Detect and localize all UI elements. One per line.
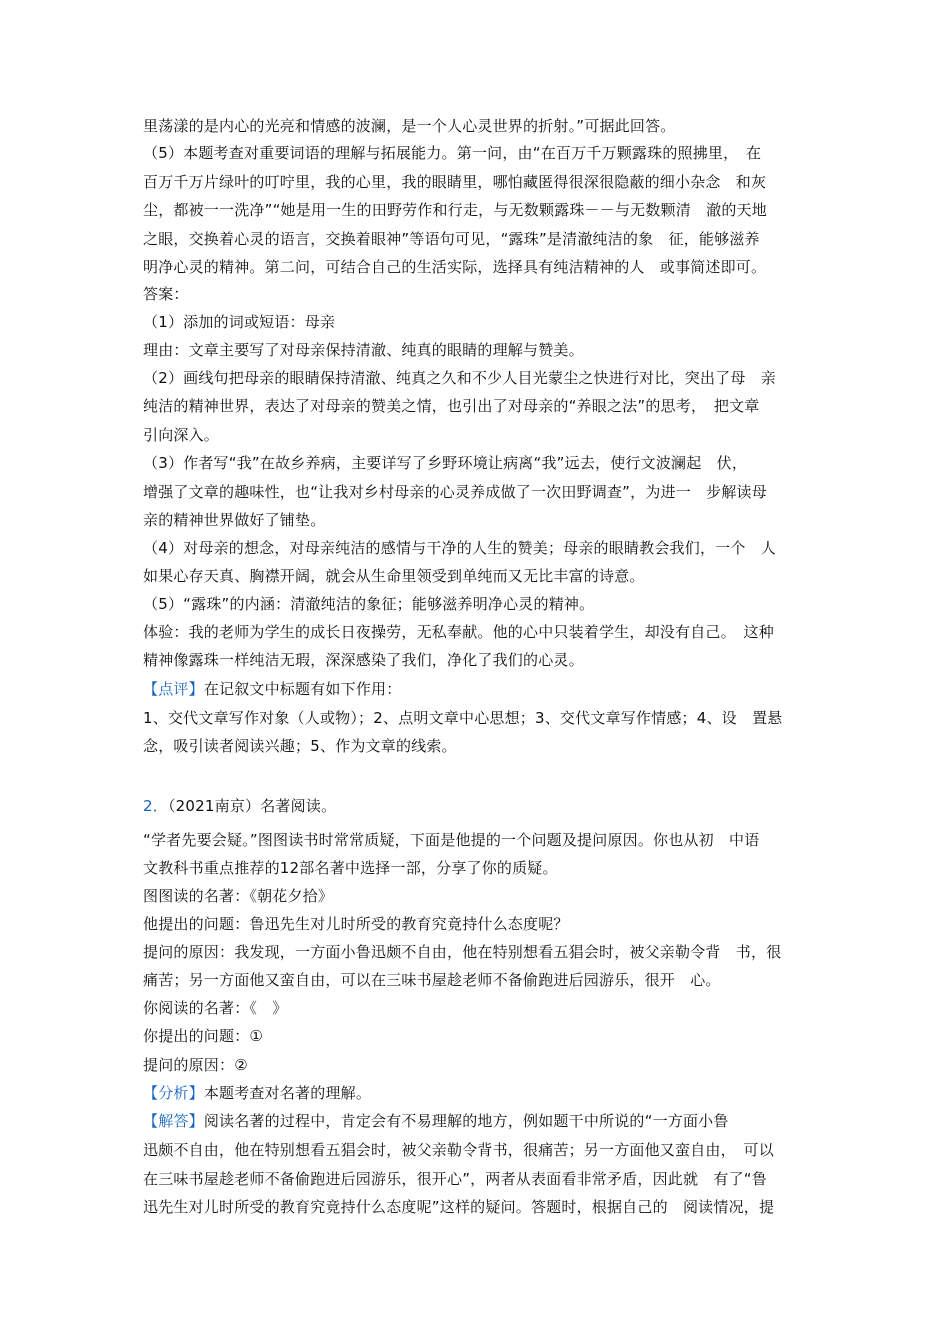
text-line: 如果心存天真、胸襟开阔，就会从生命里领受到单纯而又无比丰富的诗意。 — [143, 567, 645, 585]
answer-text: 阅读名著的过程中，肯定会有不易理解的地方，例如题干中所说的“一方面小鲁 — [203, 1112, 729, 1130]
text-line: 体验：我的老师为学生的成长日夜操劳，无私奉献。他的心中只装着学生，却没有自己。 这种 — [143, 623, 774, 641]
text-line: （4）对母亲的想念，对母亲纯洁的感情与干净的人生的赞美；母亲的眼睛教会我们，一个 人 — [143, 539, 776, 557]
text-line: 他提出的问题：鲁迅先生对儿时所受的教育究竟持什么态度呢？ — [143, 915, 569, 933]
text-line: 引向深入。 — [143, 426, 220, 444]
text-line: （3）作者写“我”在故乡养病，主要详写了乡野环境让病离“我”远去，使行文波澜起 伏， — [143, 454, 748, 472]
text-line: “学者先要会疑。”图图读书时常常质疑，下面是他提的一个问题及提问原因。你也从初 中语 — [143, 831, 760, 849]
text-line: 答案： — [143, 285, 189, 303]
text-line: 纯洁的精神世界，表达了对母亲的赞美之情，也引出了对母亲的“养眼之法”的思考， 把文章 — [143, 397, 760, 415]
text-line: 尘，都被一一洗净”“她是用一生的田野劳作和行走，与无数颗露珠－－与无数颗清 澈的天地 — [143, 201, 767, 219]
text-line: （5）本题考查对重要词语的理解与拓展能力。第一问，由“在百万千万颗露珠的照拂里， 在 — [143, 144, 762, 162]
text-line: （2）画线句把母亲的眼睛保持清澈、纯真之久和不少人目光蒙尘之快进行对比，突出了母 亲 — [143, 369, 776, 387]
question-title: （2021南京）名著阅读。 — [167, 797, 337, 815]
text-line: 迅先生对儿时所受的教育究竟持什么态度呢”这样的疑问。答题时，根据自己的 阅读情况，提 — [143, 1198, 775, 1216]
text-line: 在三味书屋趁老师不备偷跑进后园游乐，很开心”，两者从表面看非常矛盾，因此就 有了“鲁 — [143, 1170, 767, 1188]
text-line: 你提出的问题：① — [143, 1027, 264, 1045]
text-line: 百万千万片绿叶的叮咛里，我的心里，我的眼睛里，哪怕藏匿得很深很隐蔽的细小杂念 和灰 — [143, 173, 767, 191]
text-line: 念，吸引读者阅读兴趣；5、作为文章的线索。 — [143, 737, 457, 755]
text-line: 痛苦；另一方面他又蛮自由，可以在三味书屋趁老师不备偷跑进后园游乐，很开 心。 — [143, 971, 721, 989]
text-line: 迅颇不自由，他在特别想看五猖会时，被父亲勒令背书，很痛苦；另一方面他又蛮自由， 可以 — [143, 1141, 774, 1159]
text-line: 增强了文章的趣味性，也“让我对乡村母亲的心灵养成做了一次田野调查”，为进一 步解读母 — [143, 483, 767, 501]
answer-line — [143, 1111, 729, 1131]
question-number: 2． — [143, 797, 168, 815]
comment-text: 在记叙文中标题有如下作用： — [203, 680, 402, 698]
text-line: （1）添加的词或短语：母亲 — [143, 313, 336, 331]
text-line: 精神像露珠一样纯洁无瑕，深深感染了我们，净化了我们的心灵。 — [143, 651, 584, 669]
text-line: （5）“露珠”的内涵：清澈纯洁的象征；能够滋养明净心灵的精神。 — [143, 595, 595, 613]
answer-tag: 【解答】 — [143, 1112, 204, 1130]
text-line: 1、交代文章写作对象（人或物）；2、点明文章中心思想；3、交代文章写作情感；4、设 置悬 — [143, 709, 783, 727]
text-line: 提问的原因：② — [143, 1056, 248, 1074]
text-line: 理由：文章主要写了对母亲保持清澈、纯真的眼睛的理解与赞美。 — [143, 341, 584, 359]
text-line: 明净心灵的精神。第二问，可结合自己的生活实际，选择具有纯洁精神的人 或事简述即可。 — [143, 258, 767, 276]
question-heading — [143, 796, 336, 816]
comment-line — [143, 679, 401, 699]
analysis-line — [143, 1083, 371, 1103]
text-line: 之眼，交换着心灵的语言，交换着眼神”等语句可见，“露珠”是清澈纯洁的象 征，能够滋养 — [143, 230, 760, 248]
text-line: 提问的原因：我发现，一方面小鲁迅颇不自由，他在特别想看五猖会时，被父亲勒令背 书，很 — [143, 943, 782, 961]
analysis-tag: 【分析】 — [143, 1084, 204, 1102]
analysis-text: 本题考查对名著的理解。 — [203, 1084, 372, 1102]
text-line: 里荡漾的是内心的光亮和情感的波澜，是一个人心灵世界的折射。”可据此回答。 — [143, 117, 676, 135]
text-line: 亲的精神世界做好了铺垫。 — [143, 511, 326, 529]
comment-tag: 【点评】 — [143, 680, 204, 698]
text-line: 文教科书重点推荐的12部名著中选择一部，分享了你的质疑。 — [143, 859, 558, 877]
text-line: 你阅读的名著：《 》 — [143, 999, 288, 1017]
text-line: 图图读的名著：《朝花夕拾》 — [143, 887, 334, 905]
